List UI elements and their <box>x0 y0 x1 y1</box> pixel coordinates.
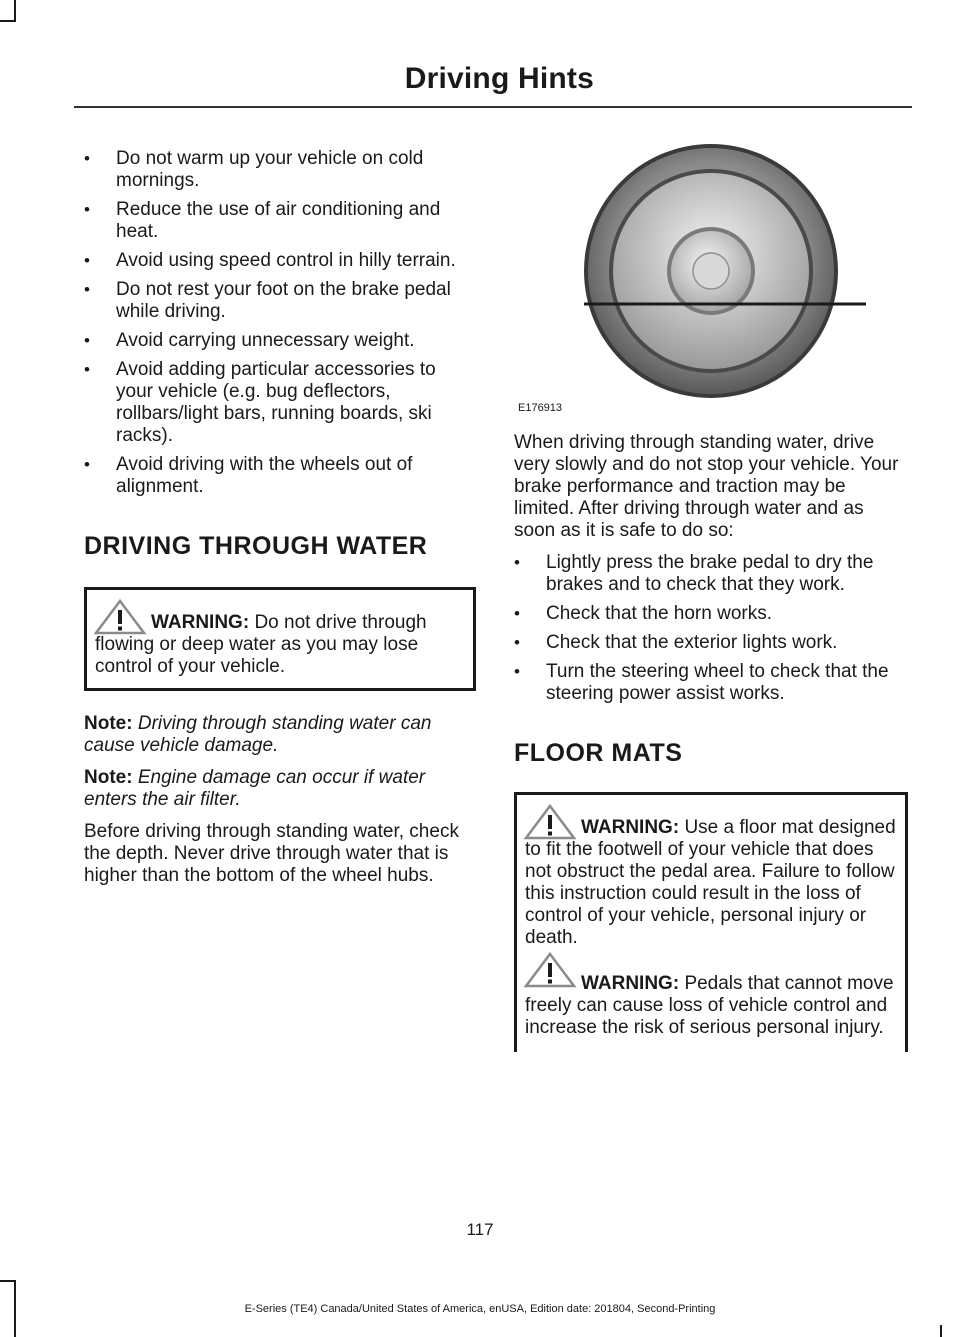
list-item: • Check that the exterior lights work. <box>514 632 908 654</box>
edition-footer: E-Series (TE4) Canada/United States of America, enUSA, Edition date: 201804, Second-Printing <box>244 1303 716 1315</box>
warning-text: Do not drive through flowing or deep water as you may lose control of your vehicle. <box>95 612 427 677</box>
crop-mark <box>0 1280 16 1282</box>
warning-box <box>84 587 476 691</box>
note: Note: Engine damage can occur if water enters the air filter. <box>84 767 426 810</box>
crop-mark <box>0 20 16 22</box>
note: Note: Driving through standing water can cause vehicle damage. <box>84 713 432 756</box>
list-item: • Avoid using speed control in hilly terrain. <box>84 250 476 272</box>
body-paragraph: Before driving through standing water, check the depth. Never drive through water that is higher than the bottom of the wheel hubs. <box>84 821 459 886</box>
crop-mark <box>940 1325 942 1337</box>
section-heading-driving-through-water: DRIVING THROUGH WATER <box>84 532 428 560</box>
list-item: • Turn the steering wheel to check that the steering power assist works. <box>514 661 908 705</box>
warning-text: Use a floor mat designed to fit the footwell of your vehicle that does not obstruct the pedal area. Failure to follow this instruction could result in the loss of control of your vehicle, personal injury or death. <box>525 817 896 948</box>
list-item: • Check that the horn works. <box>514 603 908 625</box>
list-item: • Avoid driving with the wheels out of alignment. <box>84 454 476 498</box>
warning-triangle-icon <box>523 951 577 989</box>
list-item: • Do not rest your foot on the brake pedal while driving. <box>84 279 476 323</box>
tire-water-level-illustration <box>514 136 910 426</box>
list-item: • Reduce the use of air conditioning and heat. <box>84 199 476 243</box>
list-item: • Lightly press the brake pedal to dry the brakes and to check that they work. <box>514 552 908 596</box>
image-code: E176913 <box>518 402 563 414</box>
warning-text: Pedals that cannot move freely can cause loss of vehicle control and increase the risk of serious personal injury. <box>525 973 894 1038</box>
fuel-tips-list <box>84 148 476 498</box>
after-water-checklist <box>514 552 908 705</box>
crop-mark <box>14 0 16 22</box>
warning-label: WARNING: <box>581 817 680 838</box>
warning-box <box>514 792 908 1052</box>
body-paragraph: When driving through standing water, drive very slowly and do not stop your vehicle. Your brake performance and traction may be limited. After driving through water and as soon as it is safe to do so: <box>514 432 899 541</box>
list-item: • Avoid carrying unnecessary weight. <box>84 330 476 352</box>
page-number: 117 <box>466 1220 494 1239</box>
list-item: • Avoid adding particular accessories to your vehicle (e.g. bug deflectors, rollbars/light bars, running boards, ski racks). <box>84 359 476 447</box>
right-column <box>514 432 908 1052</box>
warning-label: WARNING: <box>581 973 680 994</box>
list-item: • Do not warm up your vehicle on cold mornings. <box>84 148 476 192</box>
warning-label: WARNING: <box>151 612 250 633</box>
page-title: Driving Hints <box>404 62 594 95</box>
left-column <box>84 148 476 887</box>
section-heading-floor-mats: FLOOR MATS <box>514 739 683 767</box>
header-divider <box>74 106 912 108</box>
